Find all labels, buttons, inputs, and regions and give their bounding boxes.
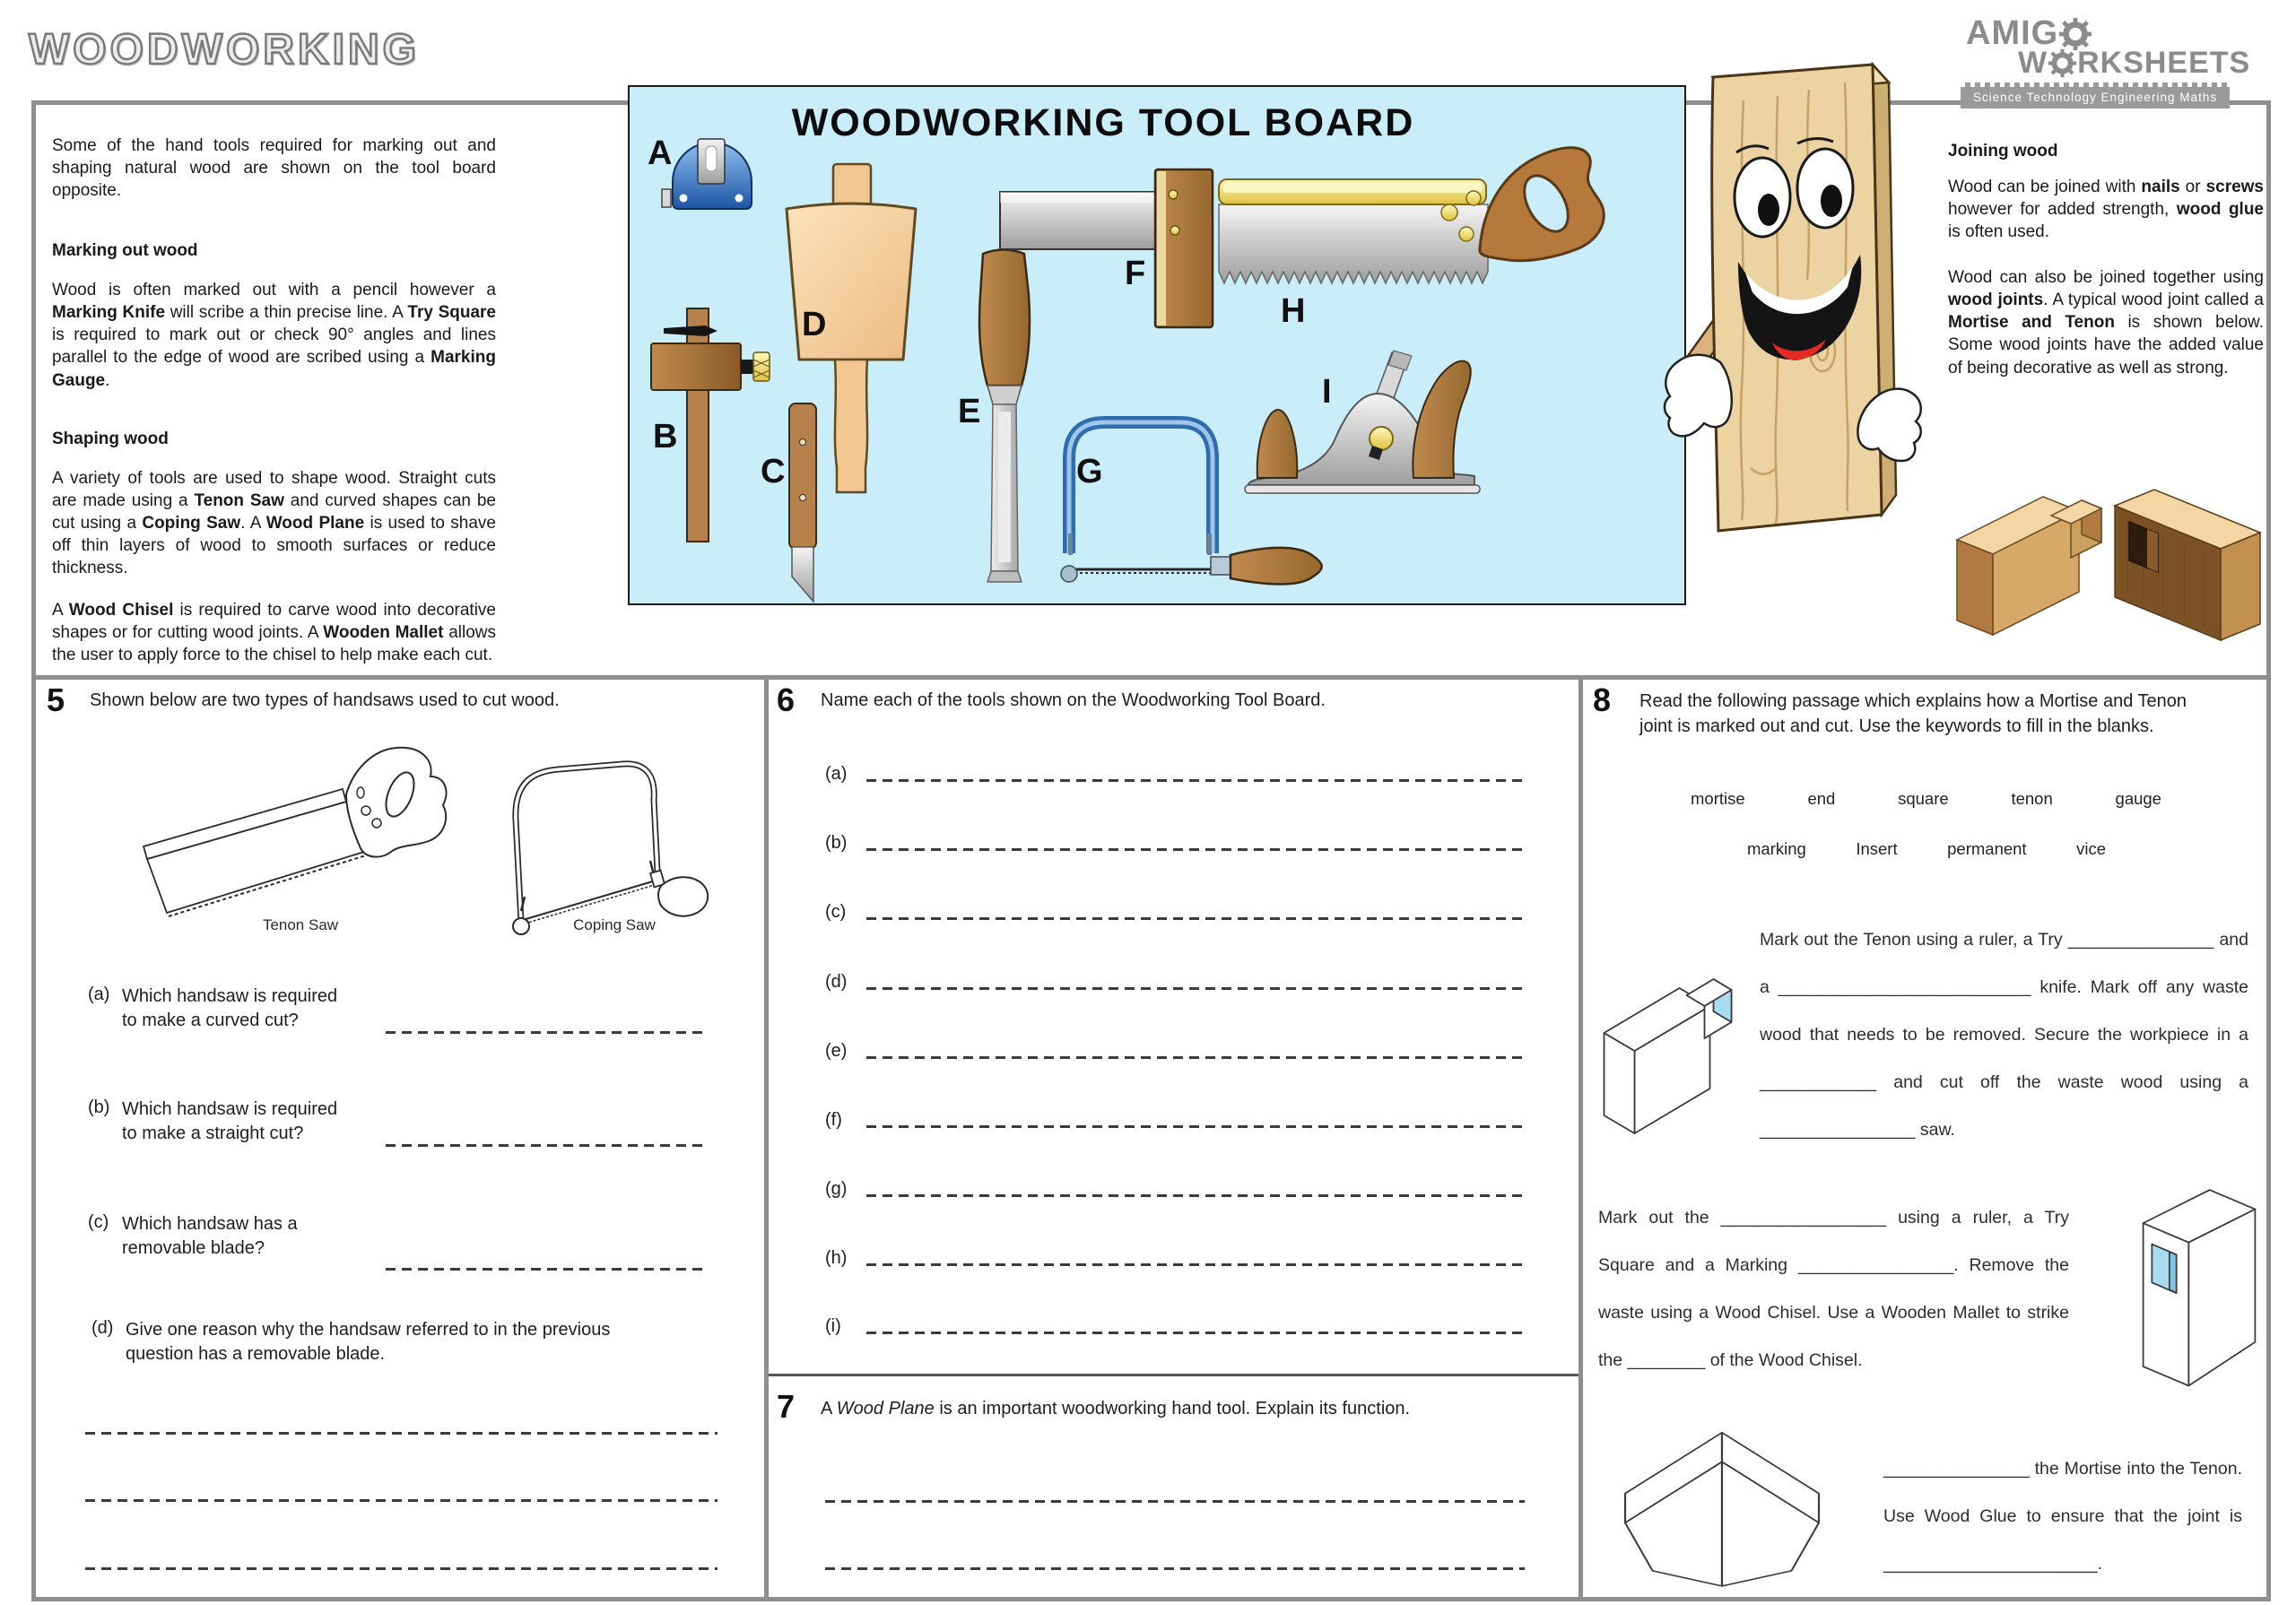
q6-q7-divider [769,1374,1578,1376]
coping-saw-line-drawing [489,744,713,937]
tape-measure-icon [662,139,752,209]
keyword: square [1898,789,1949,808]
q5d-answer-line-2 [85,1499,718,1502]
q7-answer-line-2 [825,1567,1525,1570]
intro-column [52,134,496,666]
q8-passage-2: Mark out the _________________ using a ruler, a Try Square and a Marking ________________. Remove the waste using a Wood Chisel. Use a Wooden Mallet to strike the ________ of the Wood Chisel. [1598,1208,2069,1370]
marking-knife-icon [789,403,816,602]
q5d-answer-line-3 [85,1567,718,1570]
keyword: marking [1747,839,1806,858]
q6h-answer-line [866,1263,1523,1266]
q8-number: 8 [1593,681,1612,718]
q5a-answer-line [386,1031,709,1034]
q8-keywords-row-2 [1747,839,2106,859]
board-label-i: I [1322,373,1332,411]
tenon-outline-image [1589,967,1764,1150]
q5d-answer-line-1 [85,1432,718,1435]
board-label-e: E [958,393,981,430]
keyword: Insert [1856,839,1898,858]
q5d-text: Give one reason why the handsaw referred to in the previous question has a removable blade. [126,1320,611,1364]
logo-banner [1961,82,2230,108]
q8-passage-1: Mark out the Tenon using a ruler, a Try _______________ and a __________________________ knife. Mark off any waste wood that needs to be removed. Secure the workpiece in a ____________ and cut off the waste wood using a ________________ saw. [1760,930,2248,1140]
logo-tagline: Science Technology Engineering Maths [1961,87,2230,108]
intro-paragraph-1: Some of the hand tools required for marking out and shaping natural wood are shown on the tool board opposite. [52,136,496,201]
q6-item-b: (b) [825,833,1523,854]
joining-wood-heading: Joining wood [1948,142,2058,160]
keyword: vice [2076,839,2106,858]
logo-text-rksheets: RKSHEETS [2077,46,2251,80]
q6e-answer-line [866,1056,1523,1059]
board-label-h: H [1281,292,1306,330]
q6-item-i: (i) [825,1316,1523,1337]
board-label-d: D [802,306,827,343]
q6a-answer-line [866,779,1523,782]
q5a-text: Which handsaw is required to make a curved cut? [122,986,338,1030]
q6-number: 6 [777,681,796,718]
coping-saw-caption: Coping Saw [573,916,656,933]
q5d-label: (d) [91,1318,114,1338]
q8-prompt: Read the following passage which explains how a Mortise and Tenon joint is marked out and cut. Use the keywords to fill in the blanks. [1639,691,2187,736]
gear-icon [2048,48,2077,78]
left-glove [1665,355,1732,437]
keyword: end [1807,789,1836,808]
q6g-answer-line [866,1194,1523,1197]
intro-paragraph-4: A Wood Chisel is required to carve wood into decorative shapes or for cutting wood joints. A Wooden Mallet allows the user to apply force to the chisel to help make each cut. [52,601,496,665]
q8-keywords-row-1 [1691,789,2161,809]
q6-prompt: Name each of the tools shown on the Woodworking Tool Board. [821,690,1326,710]
corner-joint-outline-image [1601,1418,1843,1594]
q5-number: 5 [47,681,65,718]
keyword: gauge [2115,789,2161,808]
logo-text-amig: AMIG [1966,14,2059,52]
joining-wood-column [1948,142,2264,379]
keyword: permanent [1947,839,2027,858]
intro-paragraph-2: Wood is often marked out with a pencil however a Marking Knife will scribe a thin precise line. A Try Square is required to mark out or check 90° angles and lines parallel to the edge of wood are scribed using a Marking Gauge. [52,281,496,390]
q5b-answer-line [386,1144,709,1147]
shaping-wood-heading: Shaping wood [52,429,169,448]
q5c-answer-line [386,1268,709,1271]
q6d-answer-line [866,987,1523,990]
q8-passage-3: _______________ the Mortise into the Tenon. Use Wood Glue to ensure that the joint is ______________________. [1883,1459,2242,1574]
board-label-a: A [648,134,673,172]
wood-chisel-icon [979,250,1030,583]
try-square-icon [1000,169,1213,327]
board-label-f: F [1125,255,1146,292]
joining-paragraph-2: Wood can also be joined together using wood joints. A typical wood joint called a Mortise and Tenon is shown below. Some wood joints have the added value of being decorative as well as strong. [1948,268,2264,377]
mortise-tenon-joint-image [1937,421,2278,672]
page-title: WOODWORKING [29,26,420,74]
keyword: mortise [1691,789,1745,808]
keyword: tenon [2011,789,2053,808]
mortise-outline-image [2094,1182,2269,1413]
q6-item-g: (g) [825,1179,1523,1200]
plank-character [1661,47,1930,567]
q5c-text: Which handsaw has a removable blade? [122,1214,298,1258]
q7-number: 7 [777,1388,796,1425]
q6-item-e: (e) [825,1041,1523,1062]
mortise-block [2115,490,2260,640]
q5c-label: (c) [88,1212,109,1232]
q6-item-h: (h) [825,1248,1523,1269]
tool-board-illustration [630,87,1684,603]
joining-paragraph-1: Wood can be joined with nails or screws however for added strength, wood glue is often used. [1948,178,2265,242]
q5a-label: (a) [88,985,110,1004]
q6i-answer-line [866,1332,1523,1334]
intro-paragraph-3: A variety of tools are used to shape wood. Straight cuts are made using a Tenon Saw and curved shapes can be cut using a Coping Saw. A Wood Plane is used to shave off thin layers of wood to smooth surfaces or reduce thickness. [52,468,496,577]
q6b-answer-line [866,848,1523,851]
q5b-label: (b) [88,1097,110,1117]
q6-item-d: (d) [825,972,1523,993]
q7-prompt: A Wood Plane is an important woodworking hand tool. Explain its function. [821,1399,1411,1418]
q5b-text: Which handsaw is required to make a straight cut? [122,1099,338,1143]
tenon-saw-caption: Tenon Saw [262,916,339,933]
q7-answer-line-1 [825,1500,1525,1503]
board-label-g: G [1076,453,1103,490]
tenon-saw-icon [1219,148,1604,283]
q6-item-c: (c) [825,902,1523,923]
q6-item-a: (a) [825,764,1523,785]
tenon-block [1957,497,2101,635]
amigo-worksheets-logo [1966,14,2275,108]
q6-item-f: (f) [825,1110,1523,1131]
tool-board-title: WOODWORKING TOOL BOARD [791,101,1415,144]
board-label-b: B [653,418,678,455]
q5-prompt: Shown below are two types of handsaws used to cut wood. [90,690,560,710]
logo-text-w: W [2018,46,2048,80]
tool-board [628,85,1686,605]
q6f-answer-line [866,1125,1523,1128]
column-divider-2 [1578,675,1583,1601]
column-divider-1 [764,675,769,1601]
wood-plane-icon [1245,351,1480,493]
marking-out-wood-heading: Marking out wood [52,241,198,261]
board-label-c: C [761,453,786,490]
q6c-answer-line [866,917,1523,920]
